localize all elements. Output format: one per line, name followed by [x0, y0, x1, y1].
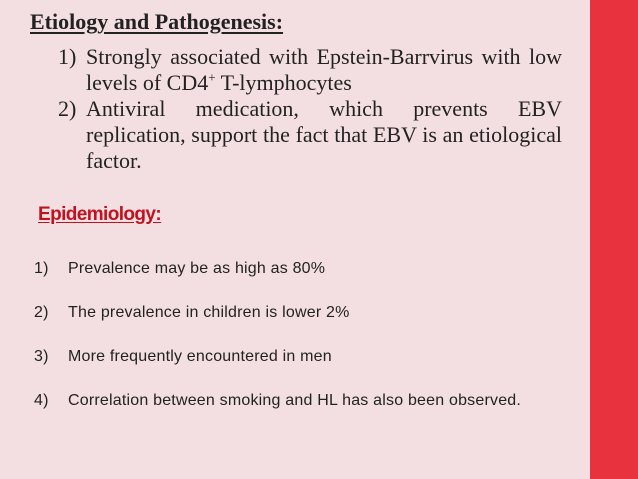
- etiology-item-number: 2): [58, 96, 77, 121]
- accent-bar: [590, 0, 638, 479]
- etiology-item-number: 1): [58, 44, 77, 69]
- epidemiology-item-4: [34, 390, 594, 419]
- epidemiology-item-number: 3): [34, 348, 49, 365]
- etiology-item-2: [58, 96, 562, 174]
- epidemiology-item-text: The prevalence in children is lower 2%: [68, 304, 350, 321]
- etiology-item-text: [86, 44, 562, 96]
- epidemiology-list: [34, 258, 594, 419]
- etiology-list: [58, 44, 562, 174]
- superscript-plus: +: [208, 69, 216, 85]
- epidemiology-item-text: Prevalence may be as high as 80%: [68, 260, 326, 277]
- etiology-item-text: Antiviral medication, which prevents EBV replication, support the fact that EBV is an etiological factor.: [86, 96, 562, 173]
- etiology-item-1: [58, 44, 562, 96]
- epidemiology-item-text: Correlation between smoking and HL has also been observed.: [68, 392, 522, 409]
- epidemiology-item-number: 4): [34, 392, 49, 409]
- epidemiology-item-number: 2): [34, 304, 49, 321]
- epidemiology-heading: Epidemiology:: [38, 204, 162, 225]
- etiology-item-text-part: Strongly associated with Epstein-Barrvirus with low levels of CD4: [86, 44, 562, 95]
- etiology-heading: Etiology and Pathogenesis:: [30, 9, 284, 34]
- epidemiology-item-number: 1): [34, 260, 49, 277]
- epidemiology-item-1: [34, 258, 594, 302]
- etiology-item-text-part: T-lymphocytes: [215, 70, 352, 95]
- epidemiology-item-2: [34, 302, 594, 346]
- epidemiology-item-text: More frequently encountered in men: [68, 348, 332, 365]
